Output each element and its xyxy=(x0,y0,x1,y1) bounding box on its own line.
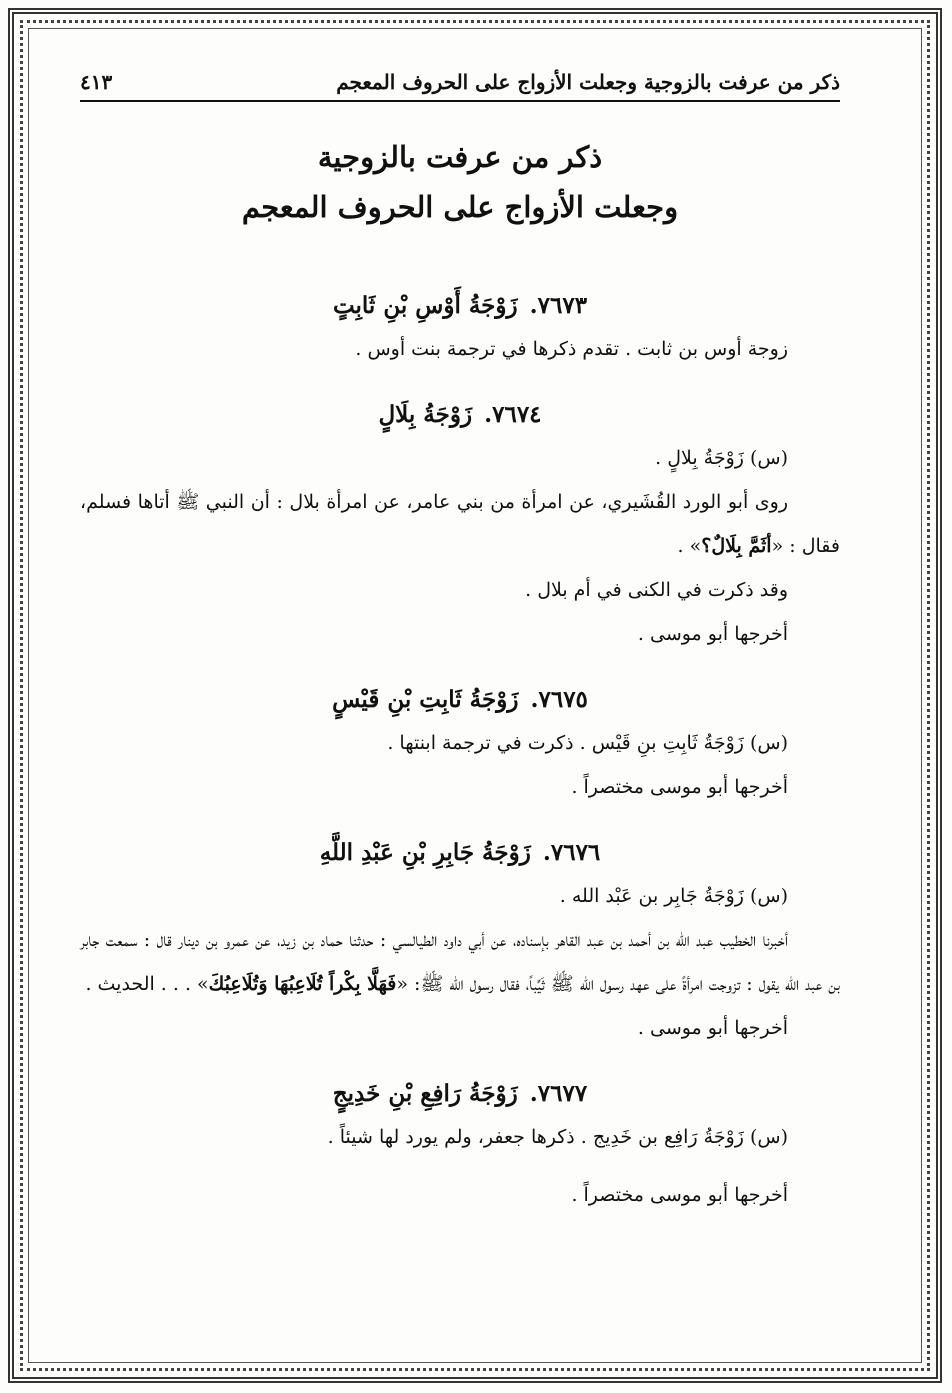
entry-paragraph: أخبرنا الخطيب عبد الله بن أحمد بن عبد القاهر بإسناده، عن أبي داود الطيالسي : حدثنا حماد بن زيد، عن عمرو بن دينار قال : سمعت جابر بن عبد الله يقول : تزوجت امرأةً على عهد رسول الله ﷺ ثَيِّباً، فقال رسول الله ﷺ: «فَهَلَّا بِكْراً تُلَاعِبُهَا وَتُلَاعِبُكَ» . . . الحديث . xyxy=(80,929,840,995)
running-header xyxy=(80,70,840,102)
entry-title: زَوْجَةُ أَوْسِ بْنِ ثَابِتٍ xyxy=(332,292,518,319)
entry-heading-7673 xyxy=(80,292,840,319)
hadith-quote: أثَمَّ بِلَالٌ؟ xyxy=(701,535,772,557)
entry-source: أخرجها أبو موسى . xyxy=(637,623,788,645)
entry-number: ٧٦٧٧. xyxy=(529,1080,588,1107)
entry-heading-7677 xyxy=(80,1080,840,1107)
entry-text: (س) زَوْجَةُ جَابِر بن عَبْد الله . xyxy=(559,885,788,907)
chapter-title-line-2: وجعلت الأزواج على الحروف المعجم xyxy=(241,190,679,224)
entry-text: زوجة أوس بن ثابت . تقدم ذكرها في ترجمة بنت أوس . xyxy=(355,338,788,360)
entry-source: أخرجها أبو موسى مختصراً . xyxy=(571,776,788,798)
page-content xyxy=(80,70,840,1360)
entry-text: (س) زَوْجَةُ رَافِع بن خَدِيج . ذكرها جعفر، ولم يورد لها شيئاً . xyxy=(327,1126,788,1148)
entry-text: (س) زَوْجَةُ ثَابِتِ بنِ قَيْس . ذكرت في ترجمة ابنتها . xyxy=(387,732,788,754)
chapter-title-line-1: ذكر من عرفت بالزوجية xyxy=(317,140,603,174)
page-number: ٤١٣ xyxy=(80,70,113,94)
entry-text: (س) زَوْجَةُ بِلالٍ . xyxy=(655,447,788,469)
entry-source: أخرجها أبو موسى . xyxy=(637,1017,788,1039)
entry-paragraph: روى أبو الورد القُشَيري، عن امرأة من بني عامر، عن امرأة بلال : أن النبي ﷺ أتاها فسلم، فقال : «أثَمَّ بِلَالٌ؟» . xyxy=(80,491,840,557)
entry-heading-7674 xyxy=(80,401,840,428)
running-title: ذكر من عرفت بالزوجية وجعلت الأزواج على الحروف المعجم xyxy=(336,70,840,94)
entry-title: زَوْجَةُ ثَابِتِ بْنِ قَيْسٍ xyxy=(332,686,519,713)
chapter-title xyxy=(80,132,840,232)
entry-heading-7676 xyxy=(80,839,840,866)
entry-text: وقد ذكرت في الكنى في أم بلال . xyxy=(525,579,788,601)
entry-number: ٧٦٧٤. xyxy=(484,401,542,428)
entry-source: أخرجها أبو موسى مختصراً . xyxy=(571,1184,788,1206)
entry-number: ٧٦٧٦. xyxy=(542,839,601,866)
entry-heading-7675 xyxy=(80,686,840,713)
entry-title: زَوْجَةُ جَابِرِ بْنِ عَبْدِ اللَّهِ xyxy=(319,839,531,866)
entry-title: زَوْجَةُ بِلَالٍ xyxy=(378,401,473,428)
entry-number: ٧٦٧٣. xyxy=(529,292,588,319)
entry-title: زَوْجَةُ رَافِعِ بْنِ خَدِيجٍ xyxy=(332,1080,518,1107)
entry-number: ٧٦٧٥. xyxy=(530,686,588,713)
hadith-quote: فَهَلَّا بِكْراً تُلَاعِبُهَا وَتُلَاعِبُكَ xyxy=(208,973,397,995)
